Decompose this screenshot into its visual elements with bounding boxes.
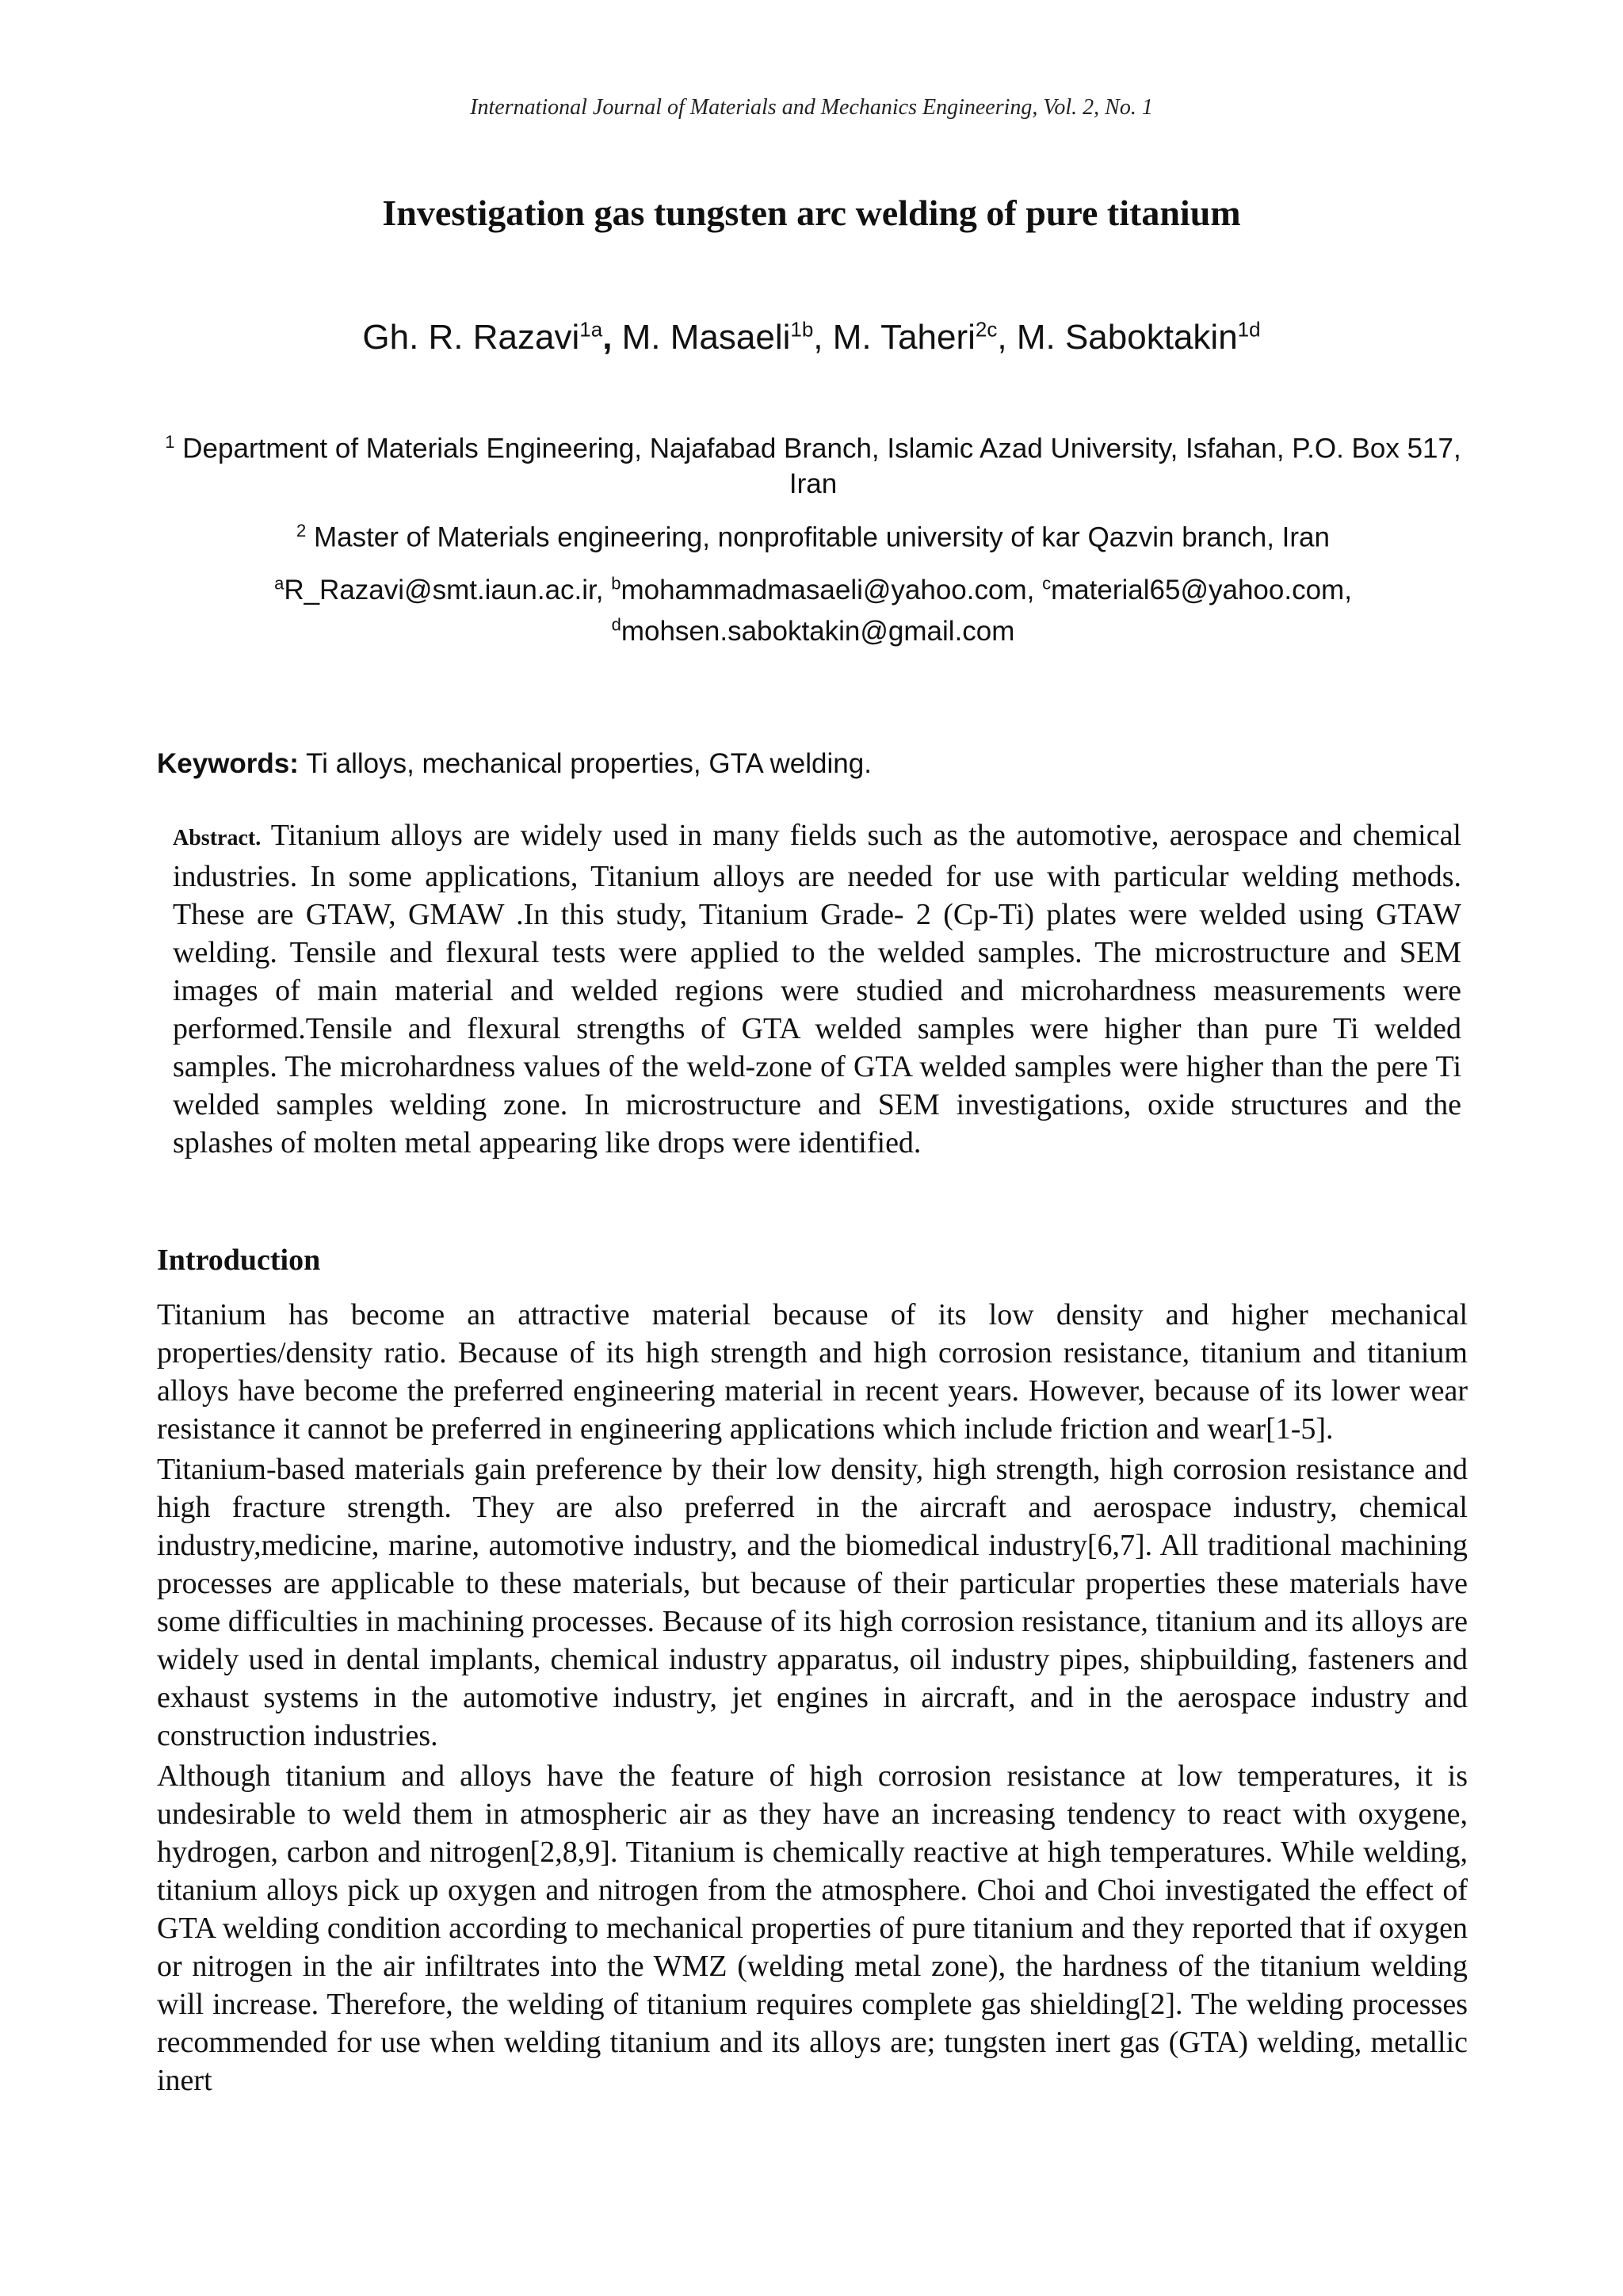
abstract-label: Abstract.: [173, 826, 262, 850]
author-emails: [155, 566, 1471, 649]
paragraph: Titanium-based materials gain preference by their low density, high strength, high corrosion resistance and high fracture strength. They are also preferred in the aircraft and aerospace industry, chemical industry,medicine, marine, automotive industry, and the biomedical industry[6,7]. All traditional machining processes are applicable to these materials, but because of their particular properties these materials have some difficulties in machining processes. Because of its high corrosion resistance, titanium and its alloys are widely used in dental implants, chemical industry apparatus, oil industry pipes, shipbuilding, fasteners and exhaust systems in the automotive industry, jet engines in aircraft, and in the aerospace industry and construction industries.: [157, 1453, 1468, 1752]
email[interactable]: $^d$mohsen.saboktakin@gmail.com: [611, 614, 1015, 648]
paper-title: Investigation gas tungsten arc welding of pure titanium: [382, 193, 1241, 233]
affiliation-1: $^1$ Department of Materials Engineering, Najafabad Branch, Islamic Azad University, Isfahan, P.O. Box 517, Iran: [165, 432, 1461, 499]
affiliation-2: $^2$ Master of Materials engineering, nonprofitable university of kar Qazvin branch, Iran: [296, 521, 1330, 553]
paragraph: Titanium has become an attractive material because of its low density and higher mechanical properties/density ratio. Because of its high strength and high corrosion resistance, titanium and titanium alloys have become the preferred engineering material in recent years. However, because of its lower wear resistance it cannot be preferred in engineering applications which include friction and wear[1-5].: [157, 1298, 1468, 1446]
author-list: [0, 317, 1623, 357]
paragraph: Although titanium and alloys have the feature of high corrosion resistance at low temperatures, it is undesirable to weld them in atmospheric air as they have an increasing tendency to react with oxygene, hydrogen, carbon and nitrogen[2,8,9]. Titanium is chemically reactive at high temperatures. While welding, titanium alloys pick up oxygen and nitrogen from the atmosphere. Choi and Choi investigated the effect of GTA welding condition according to mechanical properties of pure titanium and they reported that if oxygen or nitrogen in the air infiltrates into the WMZ (welding metal zone), the hardness of the titanium welding will increase. Therefore, the welding of titanium requires complete gas shielding[2]. The welding processes recommended for use when welding titanium and its alloys are; tungsten inert gas (GTA) welding, metallic inert: [157, 1759, 1468, 2097]
keywords-label: Keywords:: [157, 748, 299, 779]
author: Gh. R. Razavi$^{1a}$,: [362, 317, 613, 357]
abstract-text: Titanium alloys are widely used in many fields such as the automotive, aerospace and chemical industries. In some applications, Titanium alloys are needed for use with particular welding methods. These are GTAW, GMAW .In this study, Titanium Grade- 2 (Cp-Ti) plates were welded using GTAW welding. Tensile and flexural tests were applied to the welded samples. The microstructure and SEM images of main material and welded regions were studied and microhardness measurements were performed.Tensile and flexural strengths of GTA welded samples were higher than pure Ti welded samples. The microhardness values of the weld-zone of GTA welded samples were higher than the pere Ti welded samples welding zone. In microstructure and SEM investigations, oxide structures and the splashes of molten metal appearing like drops were identified.: [173, 819, 1461, 1159]
keywords: [157, 748, 872, 780]
email[interactable]: $^b$mohammadmasaeli@yahoo.com,: [611, 573, 1035, 606]
section-heading-introduction: Introduction: [157, 1244, 321, 1277]
journal-header: International Journal of Materials and Mechanics Engineering, Vol. 2, No. 1: [470, 95, 1153, 120]
keywords-text: Ti alloys, mechanical properties, GTA welding.: [298, 748, 872, 779]
email[interactable]: $^a$R_Razavi@smt.iaun.ac.ir,: [274, 573, 604, 606]
author: M. Masaeli$^{1b}$,: [621, 317, 823, 357]
email[interactable]: $^c$material65@yahoo.com,: [1042, 573, 1352, 606]
author: M. Saboktakin$^{1d}$: [1016, 317, 1261, 357]
author: M. Taheri$^{2c}$,: [832, 317, 1007, 357]
abstract: [173, 816, 1461, 1162]
introduction-body: [157, 1296, 1468, 2102]
